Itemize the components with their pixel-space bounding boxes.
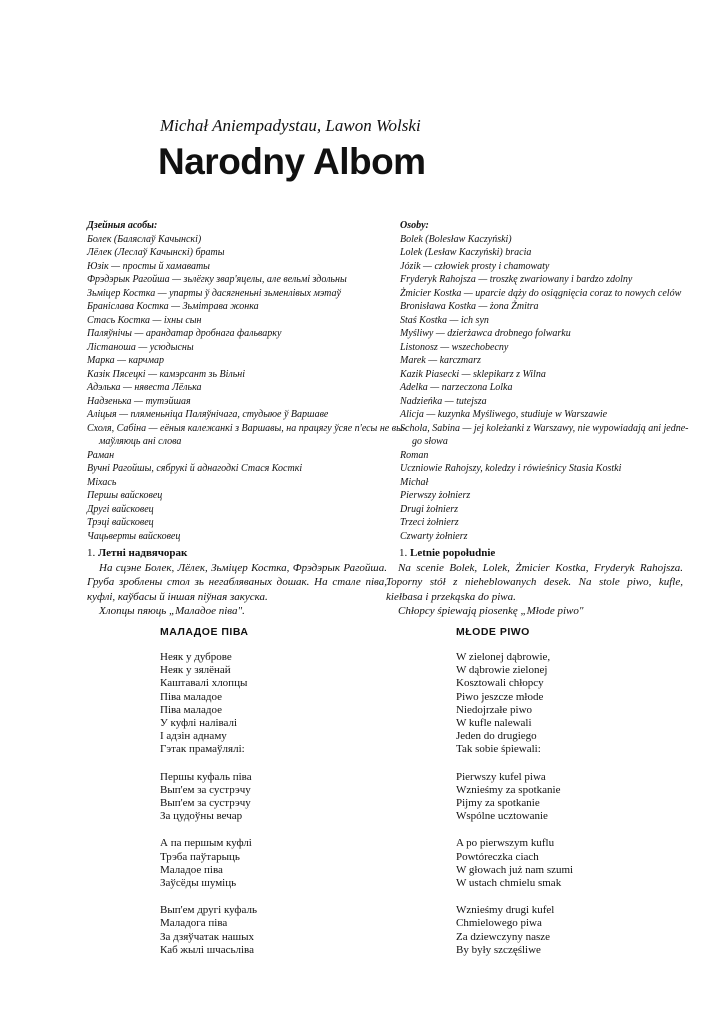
- song-line: Wznieśmy drugi kufel: [456, 904, 555, 917]
- song-title-polish: MŁODE PIWO: [456, 626, 530, 638]
- cast-entry: Józik — człowiek prosty i chamowaty: [400, 260, 550, 272]
- cast-entry: Fryderyk Rahojsza — troszkę zwariowany i bardzo zdolny: [400, 274, 633, 285]
- song-line: За цудоўны вечар: [160, 810, 243, 823]
- cast-entry: Michał: [400, 476, 429, 488]
- song-title-belarusian: МАЛАДОЕ ПІВА: [160, 626, 249, 638]
- scene-description: На сцэне Болек, Лёлек, Зьміцер Костка, Фрэдэрык Рагойша. Груба зроблены стол зь негабляваных дошак. На стале піва, куфлі, каўбасы й іншая піўная закуска.: [87, 561, 387, 603]
- cast-entry: Listonosz — wszechobecny: [400, 341, 509, 353]
- cast-entry: Alicja — kuzynka Myśliwego, studiuje w Warszawie: [400, 409, 608, 420]
- cast-entry: Міхась: [87, 476, 117, 488]
- song-line: Za dziewczyny nasze: [456, 930, 551, 943]
- song-stanza: [456, 837, 676, 890]
- cast-entry: Браніслава Костка — Зьмітрава жонка: [87, 301, 259, 312]
- cast-entry: Вучні Рагойшы, сябрукі й аднагодкі Стася Косткі: [87, 463, 303, 474]
- song-line: A po pierwszym kuflu: [456, 837, 555, 850]
- song-line: Вып'ем за сустрэчу: [160, 797, 251, 810]
- cast-header: Дзейныя асобы:: [87, 220, 158, 231]
- cast-entry: Nadzieńka — tutejsza: [400, 395, 487, 407]
- cast-entry: Другі вайсковец: [87, 503, 154, 515]
- scene-number: 1.: [399, 547, 408, 559]
- cast-entry: Болек (Баляслаў Качынскі): [87, 233, 202, 245]
- scene-action: Хлопцы пяюць „Маладое піва".: [99, 605, 245, 617]
- cast-entry: Схоля, Сабіна — еёныя калежанкі з Варшавы, на працягу ўсяе п'есы не вы-: [87, 422, 407, 434]
- cast-entry: Зьміцер Костка — упарты ў дасягненьні зьменлівых мэтаў: [87, 287, 341, 299]
- song-stanza: [456, 651, 676, 757]
- song-line: Niedojrzałe piwo: [456, 703, 533, 716]
- cast-list-polish: [400, 219, 690, 543]
- cast-entry: Bronisława Kostka — żona Żmitra: [400, 301, 539, 312]
- song-line: Kosztowali chłopcy: [456, 677, 544, 690]
- cast-entry: Лістаноша — усюдысны: [87, 341, 194, 353]
- song-line: Pijmy za spotkanie: [456, 797, 540, 810]
- song-line: Неяк у зялёнай: [160, 664, 231, 677]
- song-line: Powtóreczka ciach: [456, 850, 539, 863]
- cast-entry: Юзік — просты й хамаваты: [87, 260, 210, 272]
- scene-title: Летні надвячорак: [98, 547, 188, 559]
- song-stanza: [456, 771, 676, 824]
- cast-entry: Казік Пясецкі — камэрсант зь Вільні: [87, 368, 246, 380]
- song-line: Piwo jeszcze młode: [456, 690, 544, 703]
- song-line: Каштавалі хлопцы: [160, 677, 248, 690]
- song-line: І адзін аднаму: [160, 730, 227, 743]
- cast-entry: Trzeci żołnierz: [400, 517, 459, 528]
- song-line: W zielonej dąbrowie,: [456, 651, 551, 663]
- cast-entry: Раман: [87, 449, 115, 461]
- song-line: Піва маладое: [160, 703, 223, 716]
- song-line: Вып'ем другі куфаль: [160, 904, 257, 917]
- song-line: Jeden do drugiego: [456, 730, 537, 743]
- song-stanza: [160, 904, 380, 957]
- song-line: Піва маладое: [160, 690, 223, 703]
- cast-entry: Czwarty żołnierz: [400, 530, 468, 542]
- song-line: Вып'ем за сустрэчу: [160, 783, 251, 796]
- scene-title: Letnie popołudnie: [410, 547, 496, 559]
- song-line: Pierwszy kufel piwa: [456, 770, 546, 783]
- cast-entry: Надзенька — тутэйшая: [87, 395, 191, 407]
- scene-number: 1.: [87, 547, 96, 559]
- cast-entry: Bolek (Bolesław Kaczyński): [400, 233, 512, 245]
- song-line: W dąbrowie zielonej: [456, 664, 548, 677]
- cast-entry: Marek — karczmarz: [400, 355, 481, 366]
- cast-entry: Żmicier Kostka — uparcie dąży do osiągnięcia coraz to nowych celów: [400, 287, 682, 299]
- song-line: Каб жылі шчасьліва: [160, 943, 254, 956]
- cast-entry: Фрэдэрык Рагойша — зьлёгку звар'яцелы, але вельмі здольны: [87, 274, 347, 285]
- song-line: Неяк у дуброве: [160, 651, 232, 663]
- authors-line: Michał Aniempadystau, Lawon Wolski: [160, 116, 421, 135]
- cast-entry: Адэлька — нявеста Лёлька: [87, 382, 202, 393]
- cast-entry: Чацьверты вайсковец: [87, 530, 181, 542]
- document-title: Narodny Albom: [158, 141, 426, 182]
- song-line: Трэба паўтарыць: [160, 850, 240, 863]
- scene-polish: [386, 546, 683, 619]
- song-line: W ustach chmielu smak: [456, 877, 562, 890]
- cast-list-belarusian: [87, 219, 407, 543]
- song-line: Заўсёды шуміць: [160, 877, 237, 890]
- song-line: By były szczęśliwe: [456, 943, 541, 956]
- song-line: А па першым куфлі: [160, 837, 252, 850]
- cast-entry: Pierwszy żołnierz: [400, 490, 471, 501]
- cast-entry: Lolek (Lesław Kaczyński) bracia: [400, 247, 532, 258]
- song-stanza: [160, 651, 380, 757]
- song-line: За дзяўчатак нашых: [160, 930, 254, 943]
- cast-entry: Трэці вайсковец: [87, 517, 154, 528]
- cast-entry: Лёлек (Леслаў Качынскі) браты: [87, 247, 225, 258]
- cast-header: Osoby:: [400, 220, 429, 231]
- cast-entry: go słowa: [412, 436, 448, 447]
- song-stanza: [456, 904, 676, 957]
- cast-entry: Марка — карчмар: [87, 355, 164, 366]
- song-lyrics-polish: [456, 651, 676, 971]
- song-line: Першы куфаль піва: [160, 770, 252, 783]
- cast-entry: Паляўнічы — арандатар дробнага фальварку: [87, 328, 282, 339]
- song-line: Маладое піва: [160, 863, 223, 876]
- cast-entry: маўляюць ані слова: [99, 436, 182, 447]
- song-line: У куфлі налівалі: [160, 717, 238, 730]
- cast-entry: Schola, Sabina — jej koleżanki z Warszawy, nie wypowiadają ani jedne-: [400, 422, 689, 434]
- cast-entry: Стась Костка — іхны сын: [87, 314, 202, 326]
- song-stanza: [160, 771, 380, 824]
- cast-entry: Першы вайсковец: [87, 490, 163, 501]
- song-line: Wznieśmy za spotkanie: [456, 783, 561, 796]
- song-lyrics-belarusian: [160, 651, 380, 971]
- scene-belarusian: [87, 546, 387, 619]
- song-line: Гэтак прамаўлялі:: [160, 743, 245, 756]
- song-stanza: [160, 837, 380, 890]
- scene-heading: [87, 546, 387, 561]
- song-line: W kufle nalewali: [456, 717, 532, 730]
- song-line: Маладога піва: [160, 917, 228, 930]
- song-line: Chmielowego piwa: [456, 917, 542, 930]
- song-line: Tak sobie śpiewali:: [456, 743, 541, 756]
- scene-heading: [386, 546, 683, 561]
- cast-entry: Uczniowie Rahojszy, koledzy i rówieśnicy Stasia Kostki: [400, 463, 622, 474]
- cast-entry: Adelka — narzeczona Lolka: [400, 382, 513, 393]
- cast-entry: Myśliwy — dzierżawca drobnego folwarku: [400, 328, 571, 339]
- song-line: W głowach już nam szumi: [456, 863, 574, 876]
- cast-entry: Roman: [400, 449, 429, 461]
- scene-description: Na scenie Bolek, Lolek, Żmicier Kostka, Fryderyk Rahojsza. Toporny stół z nieheblowanych desek. Na stole piwo, kufle, kiełbasa i przekąska do piwa.: [386, 561, 683, 603]
- scene-action: Chłopcy śpiewają piosenkę „Młode piwo": [398, 605, 584, 617]
- cast-entry: Staś Kostka — ich syn: [400, 314, 489, 326]
- song-line: Wspólne ucztowanie: [456, 810, 548, 823]
- cast-entry: Аліцыя — пляменьніца Паляўнічага, студыюе ў Варшаве: [87, 409, 329, 420]
- cast-entry: Drugi żołnierz: [400, 503, 459, 515]
- cast-entry: Kazik Piasecki — sklepikarz z Wilna: [400, 368, 546, 380]
